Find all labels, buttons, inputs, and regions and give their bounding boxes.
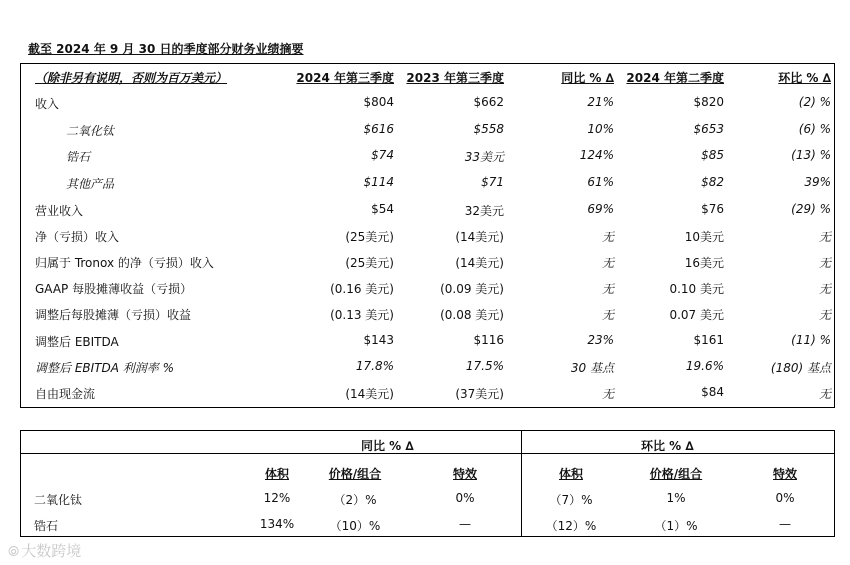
col-header-price-mix: 价格/组合 — [649, 467, 703, 481]
cell: $662 — [473, 95, 504, 109]
row-label: 营业收入 — [35, 204, 84, 218]
cell: 17.5% — [465, 359, 504, 373]
cell: $82 — [701, 175, 724, 189]
table-row — [21, 122, 834, 142]
cell: (14美元) — [455, 230, 504, 244]
row-label: 锆石 — [66, 150, 91, 164]
table-row — [21, 254, 834, 274]
row-label: 调整后 EBITDA 利润率 % — [35, 361, 174, 375]
cell: 61% — [587, 175, 614, 189]
cell: — — [459, 517, 471, 531]
cell: (2) % — [798, 95, 831, 109]
row-label: GAAP 每股摊薄收益（亏损） — [35, 282, 193, 296]
table-row — [21, 228, 834, 248]
cell: （12）% — [545, 519, 597, 533]
col-header-fx: 特效 — [452, 467, 477, 481]
row-label: 二氧化钛 — [66, 124, 115, 138]
row-label: 自由现金流 — [35, 387, 96, 401]
cell: $71 — [481, 175, 504, 189]
header-q3-2024: 2024 年第三季度 — [296, 71, 394, 85]
cell: 无 — [818, 308, 831, 322]
cell: （2）% — [333, 493, 377, 507]
column-divider — [521, 431, 522, 536]
col-header-volume: 体积 — [558, 467, 583, 481]
cell: $84 — [701, 385, 724, 399]
cell: 无 — [601, 387, 614, 401]
cell: （1）% — [654, 519, 698, 533]
table-row — [21, 333, 834, 353]
table-row — [21, 359, 834, 379]
divider — [21, 453, 521, 454]
cell: 124% — [579, 148, 614, 162]
cell: (14美元) — [455, 256, 504, 270]
row-label: 锆石 — [34, 519, 59, 533]
col-header-volume: 体积 — [264, 467, 289, 481]
cell: 无 — [601, 230, 614, 244]
cell: (180) 基点 — [770, 361, 831, 375]
table-row — [21, 306, 834, 326]
cell: — — [779, 517, 791, 531]
cell: $804 — [363, 95, 394, 109]
row-label: 归属于 Tronox 的净（亏损）收入 — [35, 256, 214, 270]
cell: 33美元 — [464, 150, 504, 164]
cell: 无 — [818, 387, 831, 401]
header-qoq: 环比 % ∆ — [778, 71, 831, 85]
divider — [522, 453, 835, 454]
cell: 12% — [263, 491, 291, 505]
row-label: 二氧化钛 — [34, 493, 83, 507]
cell: 0% — [775, 491, 795, 505]
cell: $85 — [701, 148, 724, 162]
cell: $558 — [473, 122, 504, 136]
cell: (25美元) — [345, 256, 394, 270]
cell: $143 — [363, 333, 394, 347]
table-row — [21, 95, 834, 115]
cell: 无 — [601, 282, 614, 296]
cell: 无 — [601, 308, 614, 322]
cell: 无 — [818, 282, 831, 296]
table-row — [21, 280, 834, 300]
cell: (25美元) — [345, 230, 394, 244]
page-title: 截至 2024 年 9 月 30 日的季度部分财务业绩摘要 — [28, 42, 304, 56]
cell: 134% — [259, 517, 295, 531]
cell: 0% — [455, 491, 475, 505]
cell: (0.09 美元) — [440, 282, 504, 296]
cell: (14美元) — [345, 387, 394, 401]
row-label: 调整后 EBITDA — [35, 335, 119, 349]
cell: (37美元) — [455, 387, 504, 401]
header-q2-2024: 2024 年第二季度 — [626, 71, 724, 85]
cell: 16美元 — [684, 256, 724, 270]
watermark-text: 大数跨境 — [21, 542, 82, 560]
cell: 1% — [666, 491, 686, 505]
logo-icon: ⦾ — [8, 544, 20, 560]
table-row — [21, 385, 834, 405]
cell: $116 — [473, 333, 504, 347]
cell: (0.08 美元) — [440, 308, 504, 322]
cell: 32美元 — [464, 204, 504, 218]
table-row — [21, 175, 834, 195]
cell: $616 — [363, 122, 394, 136]
cell: 0.07 美元 — [669, 308, 724, 322]
cell: $114 — [363, 175, 394, 189]
table-row — [21, 202, 834, 222]
row-label: 其他产品 — [66, 177, 115, 191]
cell: 19.6% — [685, 359, 724, 373]
cell: 0.10 美元 — [669, 282, 724, 296]
cell: 21% — [587, 95, 614, 109]
row-label: 收入 — [35, 97, 60, 111]
col-header-price-mix: 价格/组合 — [328, 467, 382, 481]
cell: 17.8% — [355, 359, 394, 373]
cell: 39% — [804, 175, 831, 189]
volume-price-table — [20, 430, 835, 537]
col-header-fx: 特效 — [772, 467, 797, 481]
main-financial-table — [20, 63, 835, 408]
header-yoy: 同比 % ∆ — [561, 71, 614, 85]
cell: (29) % — [791, 202, 831, 216]
cell: 23% — [587, 333, 614, 347]
cell: $74 — [371, 148, 394, 162]
cell: $653 — [693, 122, 724, 136]
cell: 无 — [601, 256, 614, 270]
cell: $161 — [693, 333, 724, 347]
table-header-row — [21, 69, 834, 89]
cell: (0.13 美元) — [330, 308, 394, 322]
row-label: 调整后每股摊薄（亏损）收益 — [35, 308, 192, 322]
cell: 30 基点 — [570, 361, 614, 375]
group-yoy-title: 同比 % ∆ — [361, 439, 414, 453]
header-q3-2023: 2023 年第三季度 — [406, 71, 504, 85]
cell: 10% — [587, 122, 614, 136]
cell: 无 — [818, 256, 831, 270]
cell: （7）% — [549, 493, 593, 507]
cell: 10美元 — [684, 230, 724, 244]
row-label: 净（亏损）收入 — [35, 230, 120, 244]
cell: $54 — [371, 202, 394, 216]
cell: （10）% — [329, 519, 381, 533]
cell: $820 — [693, 95, 724, 109]
units-note: （除非另有说明，否则为百万美元） — [35, 71, 228, 85]
cell: (13) % — [791, 148, 831, 162]
cell: 69% — [587, 202, 614, 216]
cell: 无 — [818, 230, 831, 244]
cell: $76 — [701, 202, 724, 216]
cell: (11) % — [791, 333, 831, 347]
group-qoq-title: 环比 % ∆ — [641, 439, 694, 453]
watermark — [8, 540, 81, 561]
cell: (6) % — [798, 122, 831, 136]
table-row — [21, 148, 834, 168]
cell: (0.16 美元) — [330, 282, 394, 296]
